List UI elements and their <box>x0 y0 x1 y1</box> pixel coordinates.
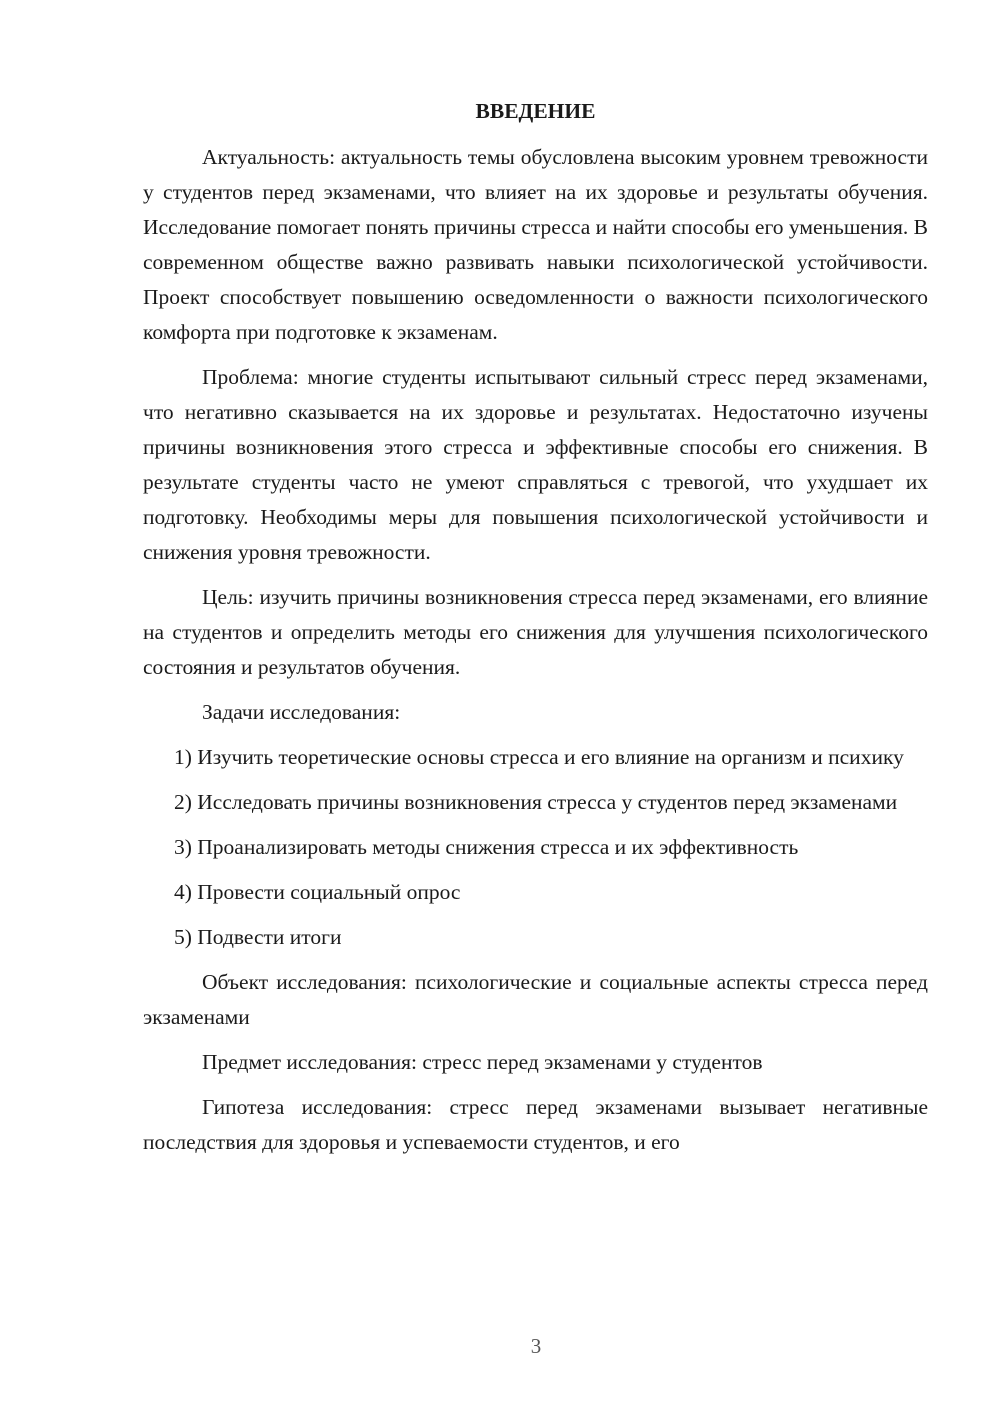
goal-paragraph: Цель: изучить причины возникновения стресса перед экзаменами, его влияние на студентов и определить методы его снижения для улучшения психологического состояния и результатов обучения. <box>143 585 928 679</box>
section-title: ВВЕДЕНИЕ <box>475 99 596 123</box>
subject-paragraph: Предмет исследования: стресс перед экзаменами у студентов <box>202 1050 763 1074</box>
task-item-4: 4) Провести социальный опрос <box>174 880 461 904</box>
hypothesis-paragraph: Гипотеза исследования: стресс перед экзаменами вызывает негативные последствия для здоровья и успеваемости студентов, и его <box>143 1095 928 1154</box>
task-item-5: 5) Подвести итоги <box>174 925 342 949</box>
actuality-paragraph: Актуальность: актуальность темы обусловлена высоким уровнем тревожности у студентов перед экзаменами, что влияет на их здоровье и результаты обучения. Исследование помогает понять причины стресса и найти способы его уменьшения. В современном обществе важно развивать навыки психологической устойчивости. Проект способствует повышению осведомленности о важности психологического комфорта при подготовке к экзаменам. <box>143 145 928 344</box>
task-item-2: 2) Исследовать причины возникновения стресса у студентов перед экзаменами <box>174 790 898 814</box>
problem-paragraph: Проблема: многие студенты испытывают сильный стресс перед экзаменами, что негативно сказывается на их здоровье и результатах. Недостаточно изучены причины возникновения этого стресса и эффективные способы его снижения. В результате студенты часто не умеют справляться с тревогой, что ухудшает их подготовку. Необходимы меры для повышения психологической устойчивости и снижения уровня тревожности. <box>143 365 928 564</box>
task-item-3: 3) Проанализировать методы снижения стресса и их эффективность <box>174 835 799 859</box>
document-page <box>143 96 928 1170</box>
task-item-1: 1) Изучить теоретические основы стресса и его влияние на организм и психику <box>174 745 904 769</box>
tasks-heading: Задачи исследования: <box>202 700 401 724</box>
page-number: 3 <box>530 1334 542 1358</box>
object-paragraph: Объект исследования: психологические и социальные аспекты стресса перед экзаменами <box>143 970 928 1029</box>
